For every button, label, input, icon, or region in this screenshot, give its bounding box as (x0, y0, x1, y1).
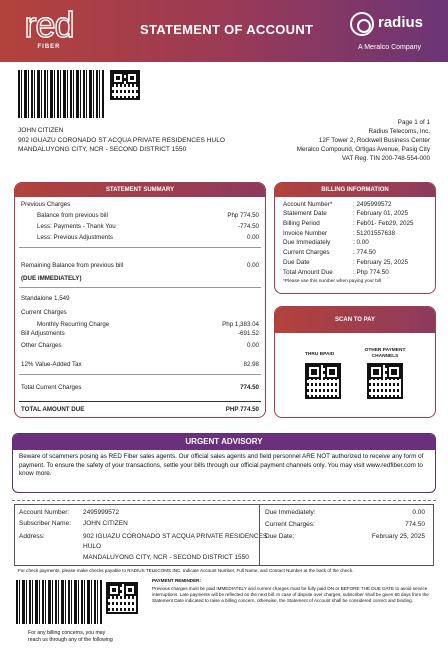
divider (19, 374, 261, 375)
scan-to-pay-panel (274, 306, 436, 418)
statement-summary-title: STATEMENT SUMMARY (15, 183, 265, 197)
concerns-line2: reach us through any of the following (28, 637, 113, 643)
bottom-barcode (16, 580, 102, 624)
coupon-current-label: Current Charges: (265, 521, 315, 528)
total-current-row: Total Current Charges 774.50 (21, 384, 259, 391)
customer-address-line1: 902 IGUAZU CORONADO ST ACQUA PRIVATE RESIDENCES HULO (18, 136, 226, 144)
tear-line (12, 500, 436, 501)
company-address-line1: 12F Tower 2, Rockwell Business Center (318, 137, 430, 144)
customer-address-block (18, 126, 225, 155)
customer-address-line2: MANDALUYONG CITY, NCR - SECOND DISTRICT 1550 (18, 146, 187, 153)
company-vat: VAT Reg. TIN 200-748-554-000 (341, 155, 430, 162)
coupon-address-line2: HULO (83, 543, 102, 550)
bill-adjustments-row: Bill Adjustments -691.52 (21, 330, 259, 337)
billing-information-title: BILLING INFORMATION (275, 183, 435, 197)
company-info-block (297, 118, 430, 163)
billing-row: Due Date : February 25, 2025 (283, 259, 408, 266)
divider (19, 401, 261, 402)
payment-reminder-text: Previous charges must be paid IMMEDIATELY and current charges must be fully paid ON or BEFORE THE DUE DATE to avoid service interruptions. Late payments will be reflected on the next bill. In case of dispute over charges, subscriber shall be given 60 days from the Statement Date indicated to raise a billing concern, otherwise, the Statement of Account shall be considered correct and binding. (152, 586, 429, 603)
billing-row: Total Amount Due : Php 774.50 (283, 269, 389, 276)
urgent-advisory-text: Beware of scammers posing as RED Fiber sales agents. Our official sales agents and field personnel ARE NOT authorized to receive any form of payment. To ensure the safety of your transactions, settle your bills through our official payment channels only. You may visit www.redfiber.com to know more. (19, 453, 424, 477)
payments-row: Less: Payments - Thank You -774.50 (37, 223, 259, 230)
customer-name: JOHN CITIZEN (18, 127, 64, 134)
previous-charges-heading: Previous Charges (21, 201, 71, 208)
payment-coupon (14, 504, 434, 566)
payment-reminder-title: PAYMENT REMINDER: (152, 578, 202, 583)
due-immediately-label: (DUE IMMEDIATELY) (21, 275, 82, 282)
thru-bpaid-label: THRU BPAID (305, 352, 335, 357)
urgent-advisory-panel (12, 433, 436, 493)
check-payment-note: For check payments, please make checks payable to RADIUS TELECOMS INC. Indicate Account Number, Full Name, and Contact Number at the back of the check. (18, 568, 354, 573)
radius-mark-icon (350, 12, 374, 36)
company-address-line2: Meralco Compound, Ortigas Avenue, Pasig City (296, 146, 430, 153)
statement-summary-panel (14, 182, 266, 418)
coupon-address-line3: MANDALUYONG CITY, NCR - SECOND DISTRICT 1550 (83, 554, 249, 561)
urgent-advisory-title: URGENT ADVISORY (13, 434, 435, 450)
coupon-subscriber-label: Subscriber Name: (19, 520, 72, 527)
billing-row: Account Number* : 2495999572 (283, 201, 392, 208)
bottom-qr-code (106, 582, 138, 614)
top-qr-code (110, 70, 140, 100)
brand-word: red (24, 4, 74, 45)
other-channels-label: OTHER PAYMENT CHANNELS (364, 348, 406, 359)
scan-to-pay-title: SCAN TO PAY (275, 307, 435, 333)
coupon-due-imm-value: 0.00 (412, 509, 425, 516)
billing-note: *Please use this number when paying your bill (283, 279, 382, 284)
coupon-current-value: 774.50 (405, 521, 425, 528)
coupon-due-date-label: Due Date: (265, 533, 295, 540)
monthly-charge-row: Monthly Recurring Charge Php 1,383.04 (37, 321, 259, 328)
divider (19, 247, 261, 248)
concerns-line1: For any billing concerns, you may (28, 630, 106, 636)
red-fiber-logo (18, 4, 80, 52)
partner-word: radius (378, 14, 424, 31)
coupon-due-date-value: February 25, 2025 (371, 533, 425, 540)
radius-logo (350, 10, 440, 54)
partner-sub: A Meralco Company (358, 44, 422, 51)
top-barcode (18, 70, 104, 118)
bpaid-qr-code[interactable] (305, 363, 341, 399)
billing-row: Due Immediately : 0.00 (283, 239, 369, 246)
brand-sub: FIBER (37, 44, 61, 50)
balance-previous-row: Balance from previous bill Php 774.50 (37, 212, 259, 219)
other-charges-row: Other Charges 0.00 (21, 342, 259, 349)
billing-row: Current Charges : 774.50 (283, 249, 376, 256)
coupon-divider (259, 505, 260, 565)
coupon-account-value: 2495999572 (83, 509, 120, 516)
billing-row: Statement Date : February 01, 2025 (283, 210, 408, 217)
page-title: STATEMENT OF ACCOUNT (140, 22, 314, 37)
other-channels-qr-code[interactable] (367, 363, 403, 399)
previous-adjustments-row: Less: Previous Adjustments 0.00 (37, 234, 259, 241)
coupon-subscriber-value: JOHN CITIZEN (83, 520, 128, 527)
total-amount-due-row: TOTAL AMOUNT DUE PHP 774.50 (21, 406, 259, 413)
company-name: Radius Telecoms, Inc. (368, 128, 430, 135)
vat-row: 12% Value-Added Tax 82.98 (21, 361, 259, 368)
coupon-address-label: Address: (19, 533, 45, 540)
billing-row: Billing Period : Feb01- Feb29, 2025 (283, 220, 414, 227)
current-charges-heading: Current Charges (21, 309, 67, 316)
billing-row: Invoice Number : 51201557638 (283, 230, 396, 237)
billing-information-panel (274, 182, 436, 294)
plan-name: Standalone 1,549 (21, 295, 70, 302)
coupon-account-label: Account Number: (19, 509, 70, 516)
header-banner (0, 0, 448, 62)
divider (19, 287, 261, 288)
coupon-due-imm-label: Due Immediately: (265, 509, 316, 516)
coupon-address-line1: 902 IGUAZU CORONADO ST ACQUA PRIVATE RESIDENCES (83, 533, 268, 540)
remaining-balance-row: Remaining Balance from previous bill 0.00 (21, 262, 259, 269)
page-number: Page 1 of 1 (397, 119, 430, 126)
